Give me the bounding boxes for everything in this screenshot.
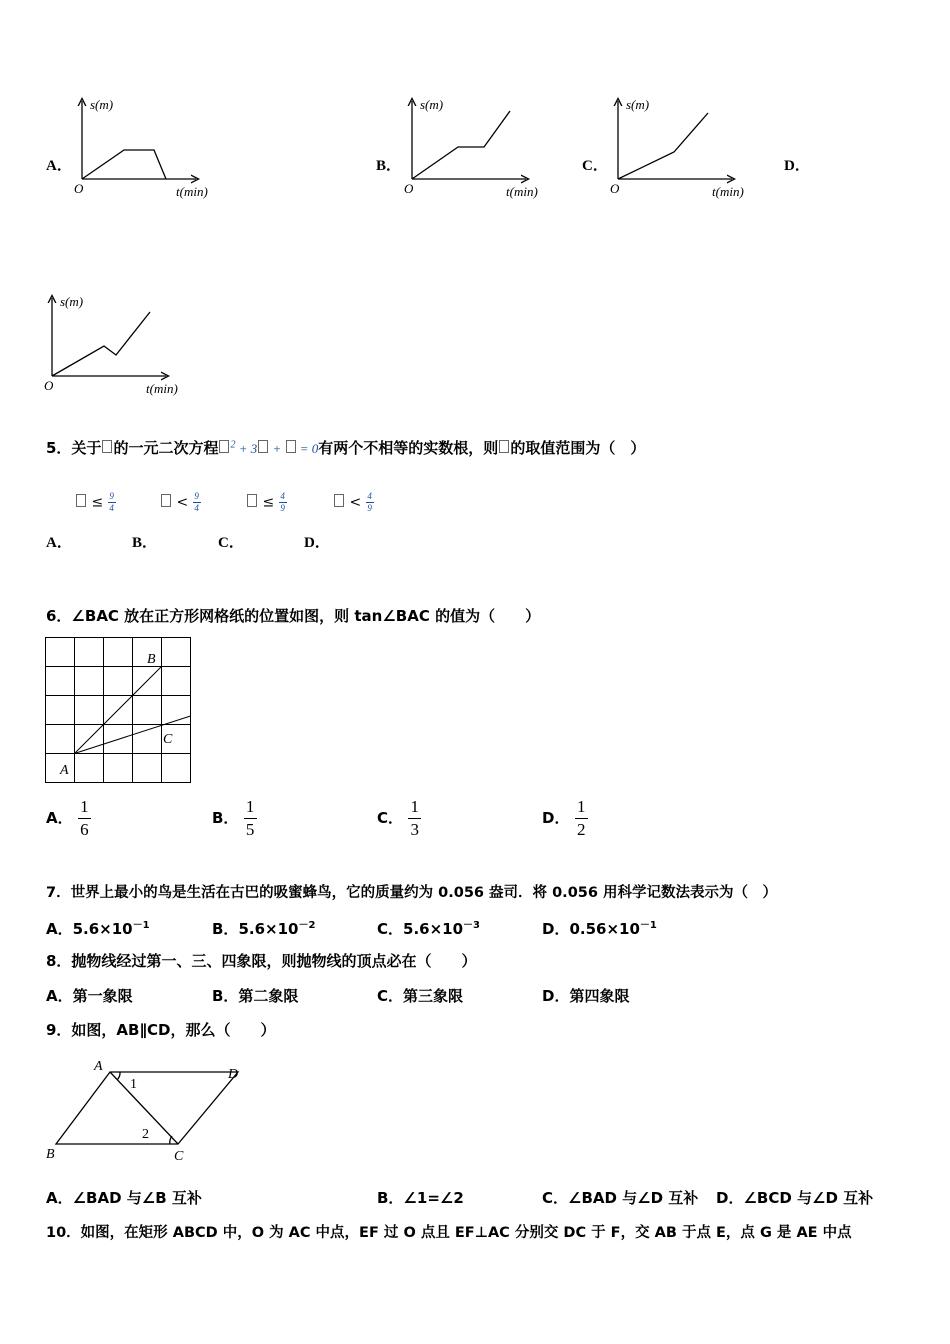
q5-ineq-b-den: 4 (194, 503, 199, 513)
q9-angle-1-label: 1 (130, 1077, 137, 1092)
q5-eq-sup: 2 (230, 439, 236, 451)
q5-ineq-c-den: 9 (280, 503, 285, 513)
q5-ineq-d (333, 492, 374, 513)
q5-eq-mid: + 3 (238, 441, 258, 456)
q9-option-b: B．∠1=∠2 (377, 1189, 464, 1207)
q7-option-b-base: 5.6×10 (238, 920, 299, 938)
q6-grid-figure (44, 636, 194, 786)
q9-point-c: C (174, 1149, 184, 1164)
q4-graph-b (400, 95, 560, 205)
q7-option-a (46, 916, 150, 939)
q6-option-b-num: 1 (245, 797, 255, 816)
q6-option-c-num: 1 (410, 797, 419, 816)
q4-graph-d-y-label: s(m) (60, 294, 84, 309)
q6-ray-ab (75, 667, 162, 754)
q5-ineq-b (160, 492, 201, 513)
q6-option-a (46, 798, 91, 839)
q5-eq-rhs: = 0 (299, 441, 319, 456)
q5-question (46, 437, 645, 458)
q4-graph-c-line (618, 113, 708, 179)
q4-option-b-label: B． (376, 158, 402, 174)
q7-option-d-base: 0.56×10 (569, 920, 640, 938)
q5-ineq-b-num: 9 (194, 491, 199, 501)
q4-graph-b-line (412, 111, 510, 179)
q5-text-pre: 5．关于 (46, 439, 102, 457)
q5-option-b: B． (132, 535, 158, 551)
q7-option-c-label: C． (377, 920, 404, 938)
q6-option-d-den: 2 (576, 820, 586, 839)
q5-var-box (102, 440, 112, 453)
q6-option-d-num: 1 (576, 797, 586, 816)
q7-option-d (542, 916, 657, 939)
q9-question: 9．如图，AB∥CD，那么（ ） (46, 1021, 276, 1039)
q6-point-a: A (60, 763, 69, 778)
q5-ineq-a-den: 4 (109, 503, 114, 513)
q7-option-b (212, 916, 315, 939)
q4-graph-d (40, 292, 200, 402)
q7-option-a-label: A． (46, 920, 73, 938)
q4-graph-b-origin: O (404, 181, 414, 196)
q8-question: 8．抛物线经过第一、三、四象限，则抛物线的顶点必在（ ） (46, 952, 477, 970)
q9-option-a: A．∠BAD 与∠B 互补 (46, 1189, 202, 1207)
q4-graph-a-origin: O (74, 181, 84, 196)
q4-graph-c-x-label: t(min) (712, 184, 744, 199)
q4-graph-d-x-label: t(min) (146, 381, 178, 396)
q5-ineq-a-op: ≤ (91, 494, 104, 511)
q8-option-d: D．第四象限 (542, 987, 630, 1005)
q5-ineq-c (246, 492, 287, 513)
q4-graph-d-origin: O (44, 378, 54, 393)
q9-option-c: C．∠BAD 与∠D 互补 (542, 1189, 699, 1207)
q7-option-d-label: D． (542, 920, 570, 938)
q4-graph-d-line (52, 312, 150, 376)
q5-eq-plus: + (272, 441, 282, 456)
q4-graph-b-y-label: s(m) (420, 97, 444, 112)
q7-option-c (377, 916, 480, 939)
q9-angle-1-arc (117, 1072, 120, 1080)
q4-option-a-label: A． (46, 158, 72, 174)
q5-ineq-c-op: ≤ (262, 494, 275, 511)
q5-ineq-a (75, 492, 116, 513)
q5-option-c: C． (218, 535, 244, 551)
q5-text-post: 有两个不相等的实数根，则 (318, 439, 499, 457)
q6-option-a-label: A． (46, 809, 73, 827)
q6-option-d (542, 798, 588, 839)
q4-option-d-label: D． (784, 158, 810, 174)
q6-option-a-den: 6 (80, 820, 89, 839)
q5-text-mid: 的一元二次方程 (113, 439, 219, 457)
q7-option-b-exp: －2 (298, 920, 316, 931)
q9-angle-2-label: 2 (142, 1127, 149, 1142)
q7-option-a-base: 5.6×10 (72, 920, 133, 938)
q4-graph-a-line (82, 150, 166, 179)
q7-option-b-label: B． (212, 920, 239, 938)
q5-ineq-a-num: 9 (109, 491, 114, 501)
q4-graph-c-origin: O (610, 181, 620, 196)
q6-option-b-label: B． (212, 809, 239, 827)
q4-graph-c (606, 95, 766, 205)
q8-option-a: A．第一象限 (46, 987, 133, 1005)
q5-ineq-d-den: 9 (367, 503, 372, 513)
q4-graph-a-y-label: s(m) (90, 97, 114, 112)
q7-option-c-base: 5.6×10 (403, 920, 464, 938)
q10-question: 10．如图，在矩形 ABCD 中，O 为 AC 中点，EF 过 O 点且 EF⊥AC 分别交 DC 于 F，交 AB 于点 E，点 G 是 AE 中点 (46, 1225, 852, 1241)
q4-graph-a-x-label: t(min) (176, 184, 208, 199)
q7-option-c-exp: －3 (463, 920, 480, 931)
q5-text-end: 的取值范围为（ ） (510, 439, 646, 457)
q6-option-b (212, 798, 257, 839)
q5-option-a: A． (46, 535, 72, 551)
q8-option-b: B．第二象限 (212, 987, 299, 1005)
q6-option-d-label: D． (542, 809, 570, 827)
q4-graph-b-x-label: t(min) (506, 184, 538, 199)
q9-parallelogram-figure (42, 1056, 247, 1166)
q7-question: 7．世界上最小的鸟是生活在古巴的吸蜜蜂鸟，它的质量约为 0.056 盎司．将 0.056 用科学记数法表示为（ ） (46, 885, 778, 901)
q6-option-c-den: 3 (410, 820, 419, 839)
q6-point-c: C (163, 732, 173, 747)
q4-graph-a (70, 95, 230, 205)
q5-ineq-b-op: < (176, 494, 189, 511)
q9-point-d: D (228, 1067, 239, 1082)
q6-option-a-num: 1 (80, 797, 89, 816)
q6-option-c-label: C． (377, 809, 404, 827)
q6-option-c (377, 798, 421, 839)
q4-option-c-label: C． (582, 158, 608, 174)
q7-option-d-exp: －1 (639, 920, 657, 931)
q5-ineq-d-op: < (349, 494, 362, 511)
q9-angle-2-arc (170, 1136, 172, 1144)
q6-option-b-den: 5 (245, 820, 255, 839)
q6-point-b: B (147, 652, 156, 667)
q5-ineq-c-num: 4 (280, 491, 285, 501)
q5-var-box-2 (499, 440, 509, 453)
q9-point-b: B (46, 1147, 55, 1162)
q8-option-c: C．第三象限 (377, 987, 464, 1005)
q6-question: 6．∠BAC 放在正方形网格纸的位置如图，则 tan∠BAC 的值为（ ） (46, 607, 541, 625)
q9-option-d: D．∠BCD 与∠D 互补 (716, 1189, 874, 1207)
q4-graph-c-y-label: s(m) (626, 97, 650, 112)
q5-equation (218, 441, 318, 456)
q9-point-a: A (94, 1059, 103, 1074)
q7-option-a-exp: －1 (132, 920, 150, 931)
q5-option-d: D． (304, 535, 330, 551)
q5-ineq-d-num: 4 (367, 491, 372, 501)
